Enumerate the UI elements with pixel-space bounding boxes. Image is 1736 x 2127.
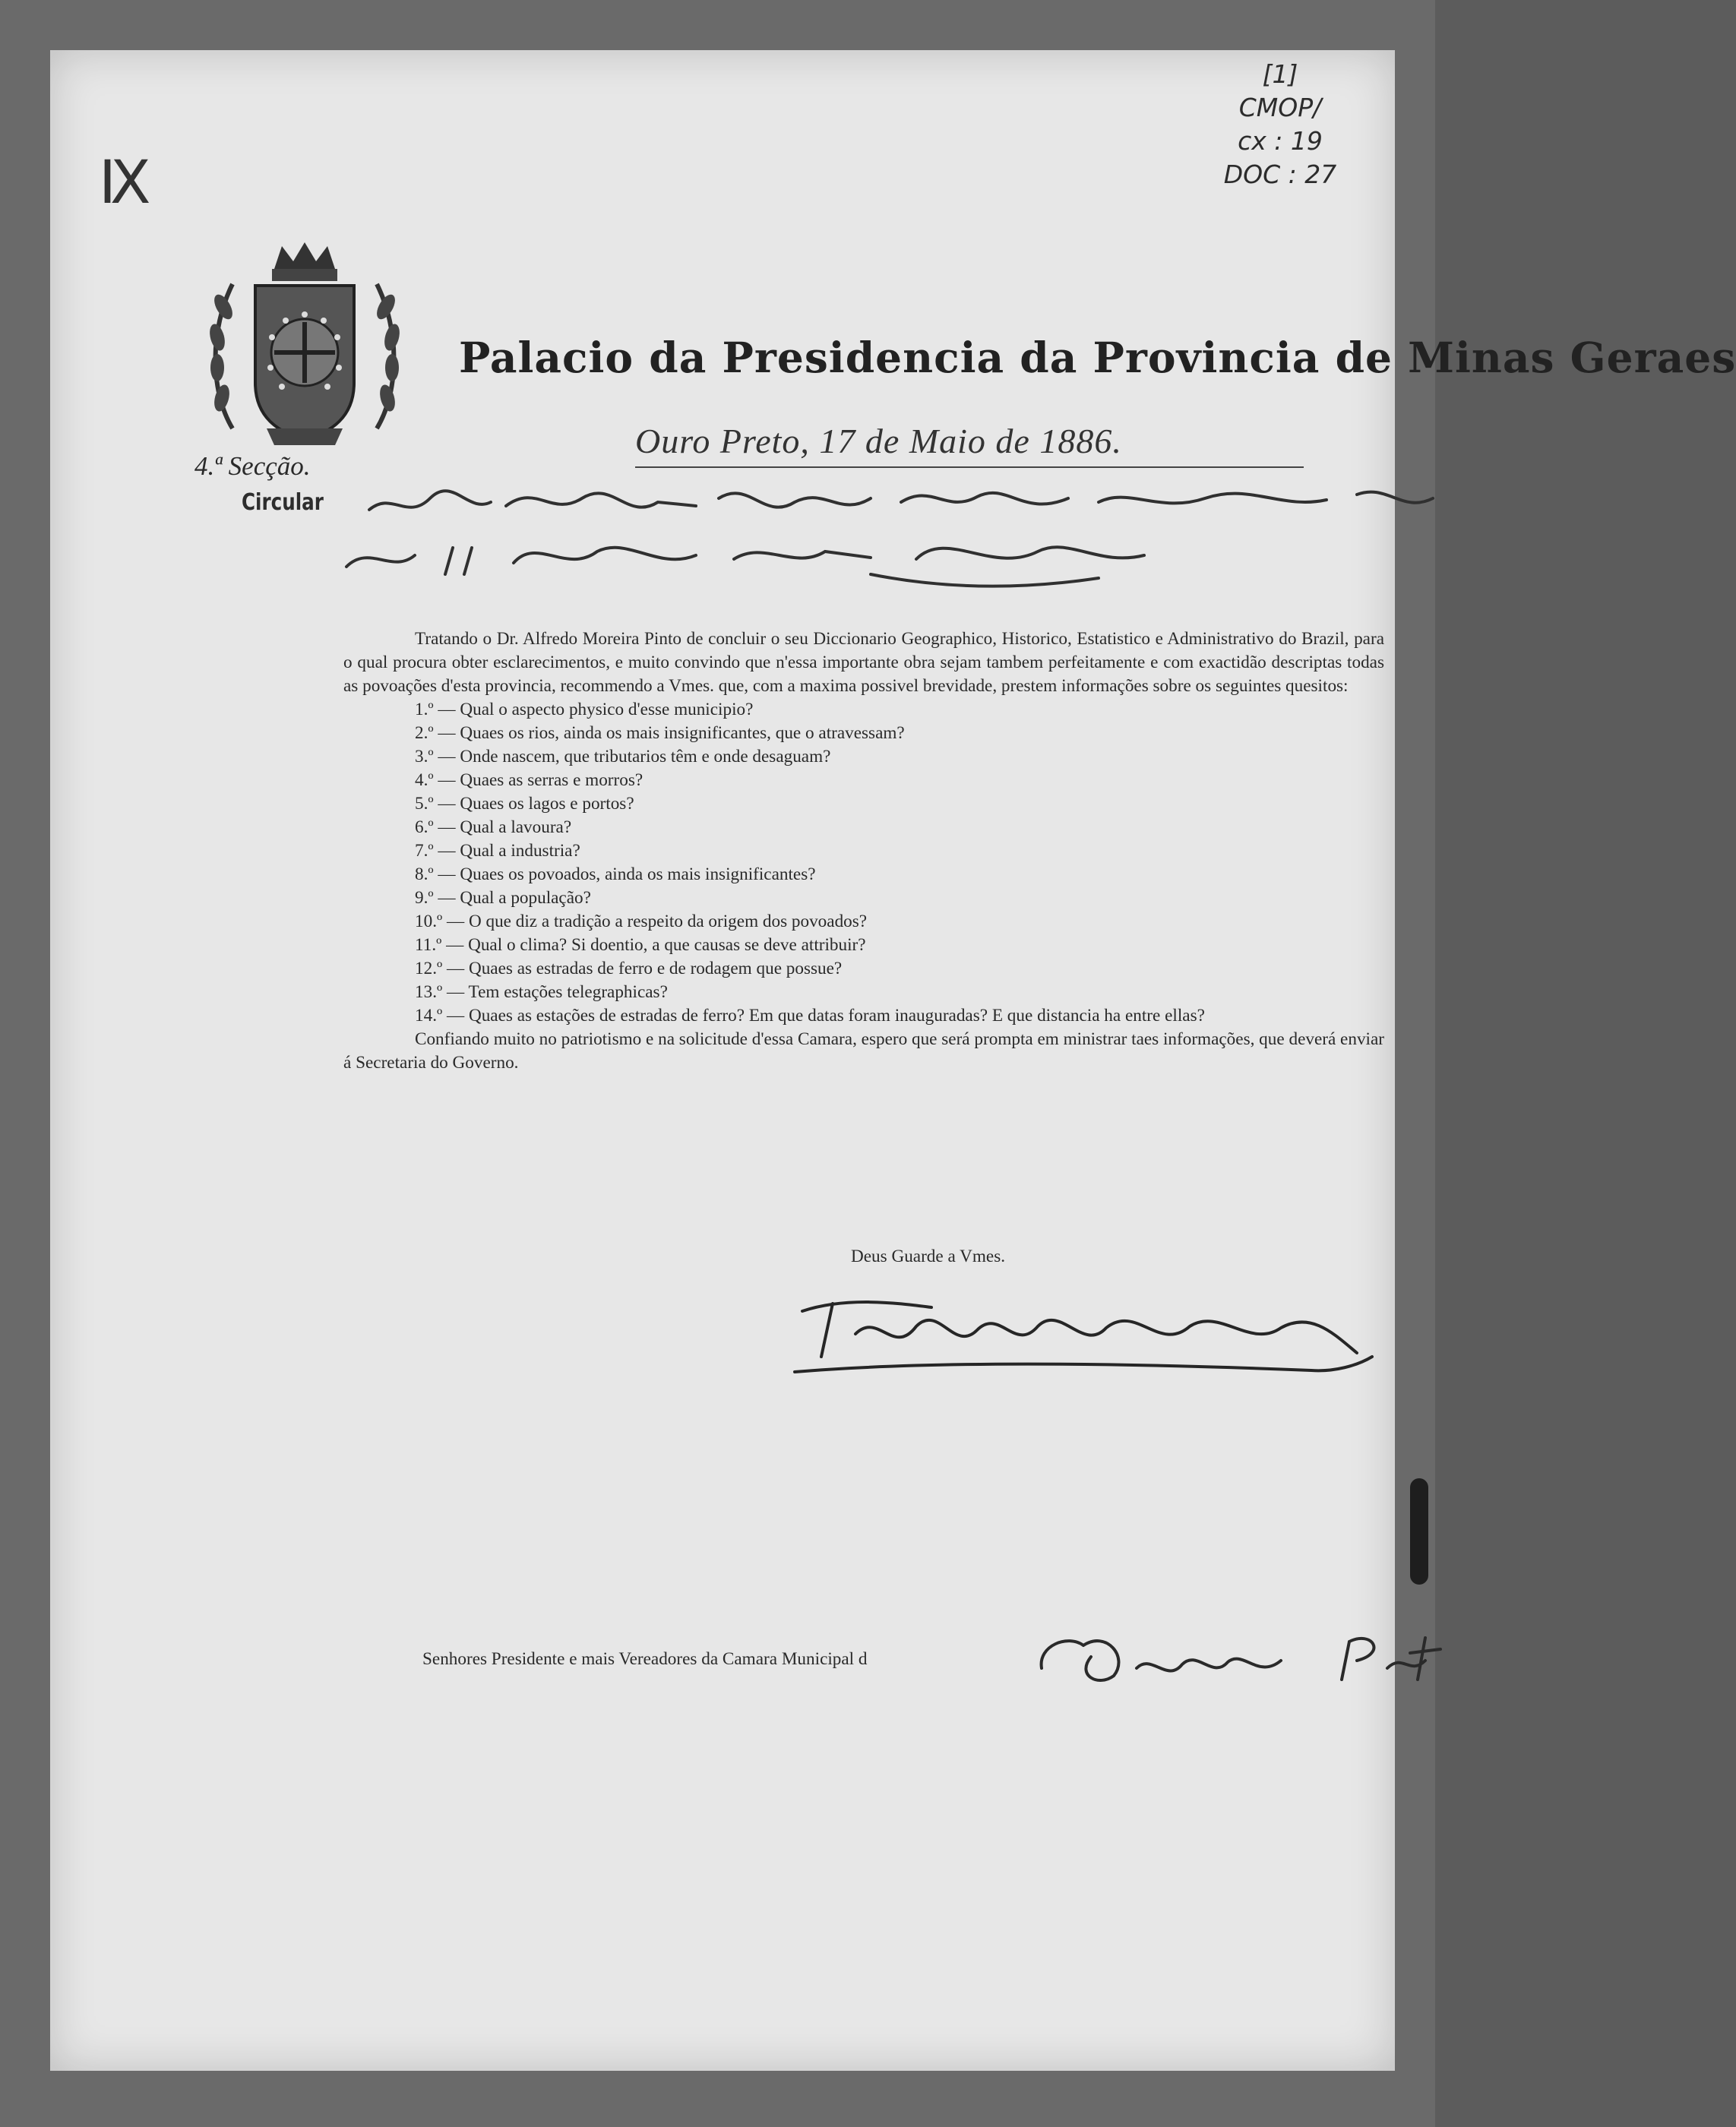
date-underline: [635, 466, 1304, 468]
circular-body: [343, 627, 1384, 1075]
question-item: 3.º — Onde nascem, que tributarios têm e onde desaguam?: [415, 747, 831, 766]
letterhead-title: Palacio da Presidencia da Provincia de Minas Geraes: [459, 333, 1736, 382]
question-item: 11.º — Qual o clima? Si doentio, a que causas se deve attribuir?: [415, 935, 866, 955]
scan-edge-artifact: [1395, 1478, 1440, 1585]
question-item: 12.º — Quaes as estradas de ferro e de rodagem que possue?: [415, 959, 843, 978]
corner-mark: IX: [99, 149, 145, 217]
question-item: 2.º — Quaes os rios, ainda os mais insignificantes, que o atravessam?: [415, 723, 905, 743]
question-item: 5.º — Quaes os lagos e portos?: [415, 794, 634, 814]
question-item: 7.º — Qual a industria?: [415, 841, 580, 861]
intro-paragraph: Tratando o Dr. Alfredo Moreira Pinto de concluir o seu Diccionario Geographico, Historico, Estatistico e Administrativo do Brazil, para o qual procura obter esclarecimentos, e muito convindo que n'essa importante obra sejam tambem perfeitamente e com exactidão descriptas todas as povoações d'esta provincia, recommendo a Vmes. que, com a maxima possivel brevidade, prestem informações sobre os seguintes quesitos:: [343, 629, 1384, 696]
archive-reference: [1200, 58, 1360, 191]
archive-ref-line-1: [1]: [1262, 59, 1298, 89]
document-page: [50, 50, 1736, 2071]
signature-scribble: [779, 1281, 1380, 1387]
circular-label: Circular: [242, 489, 324, 516]
question-item: 8.º — Quaes os povoados, ainda os mais insignificantes?: [415, 864, 816, 884]
question-item: 1.º — Qual o aspecto physico d'esse municipio?: [415, 700, 754, 719]
archive-ref-line-3: cx : 19: [1238, 126, 1323, 156]
question-item: 10.º — O que diz a tradição a respeito da origem dos povoados?: [415, 912, 868, 931]
addressee-handwritten-scribble: [1030, 1615, 1456, 1699]
archive-ref-line-2: CMOP/: [1238, 93, 1322, 122]
coat-of-arms-icon: [202, 239, 407, 459]
archive-ref-line-4: DOC : 27: [1223, 160, 1337, 189]
question-item: 4.º — Quaes as serras e morros?: [415, 770, 643, 790]
question-item: 14.º — Quaes as estações de estradas de ferro? Em que datas foram inauguradas? E que distancia ha entre ellas?: [415, 1006, 1205, 1026]
addressee: Senhores Presidente e mais Vereadores da Camara Municipal d: [422, 1649, 868, 1669]
salutation: Deus Guarde a Vmes.: [851, 1247, 1006, 1266]
handwritten-note-scribble: [339, 476, 1463, 597]
closing-paragraph: Confiando muito no patriotismo e na solicitude d'essa Camara, espero que será prompta em ministrar taes informações, que deverá enviar á Secretaria do Governo.: [343, 1029, 1384, 1073]
question-item: 13.º — Tem estações telegraphicas?: [415, 982, 668, 1002]
question-item: 6.º — Qual a lavoura?: [415, 817, 572, 837]
question-item: 9.º — Qual a população?: [415, 888, 591, 908]
section-label: 4.ª Secção.: [194, 451, 311, 481]
place-date: Ouro Preto, 17 de Maio de 1886.: [635, 422, 1122, 460]
